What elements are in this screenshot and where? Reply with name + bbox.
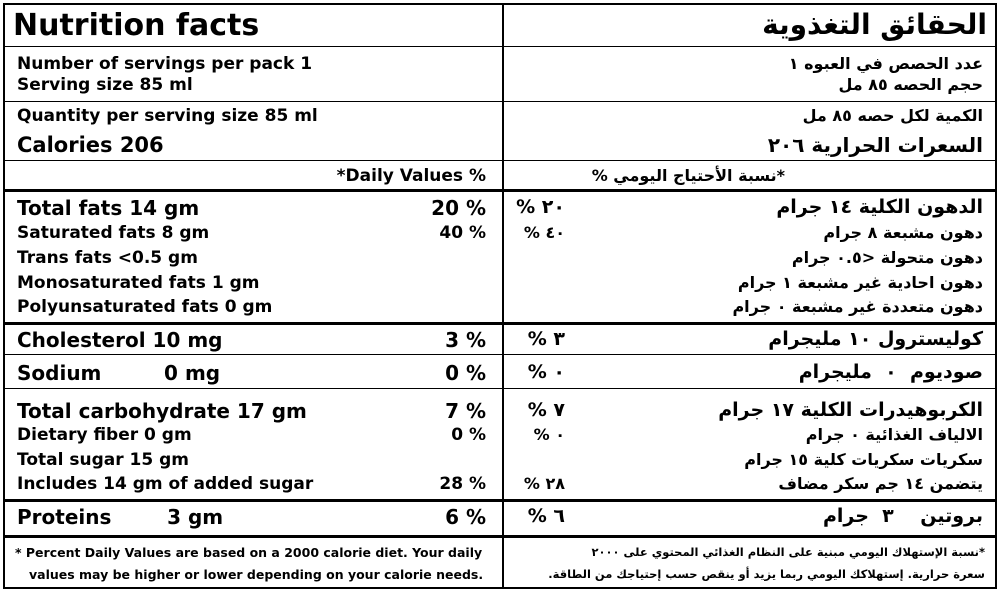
arabic-row-label: صوديوم ٠ مليجرام (798, 361, 983, 383)
english-row-pct: 0 % (451, 425, 486, 445)
arabic-row-label: دهون احادية غير مشبعة ١ جرام (737, 273, 983, 292)
arabic-row-pct: ٢٠ % (516, 196, 565, 218)
divider (5, 388, 995, 389)
english-row-pct: 40 % (439, 223, 486, 243)
divider (5, 46, 995, 47)
english-row-pct: 20 % (431, 196, 486, 220)
nutrition-label (3, 3, 997, 589)
arabic-row-pct: ٠ % (533, 425, 565, 444)
english-row-label: Includes 14 gm of added sugar (17, 474, 314, 494)
english-row-pct: 3 % (445, 328, 486, 352)
english-row-label: Dietary fiber 0 gm (17, 425, 192, 445)
arabic-serving-size: حجم الحصه ٨٥ مل (838, 75, 983, 94)
english-daily-values-header: *Daily Values % (336, 166, 486, 186)
arabic-row-pct: ٧ % (527, 399, 565, 421)
english-row-pct: 6 % (445, 505, 486, 529)
arabic-row-label: الدهون الكلية ١٤ جرام (776, 196, 983, 218)
english-row-label: Total carbohydrate 17 gm (17, 399, 307, 423)
english-row-label: Cholesterol 10 mg (17, 328, 223, 352)
english-row-pct: 7 % (445, 399, 486, 423)
divider (5, 160, 995, 161)
arabic-row-label: دهون مشبعة ٨ جرام (823, 223, 983, 242)
english-serving-size: Serving size 85 ml (17, 75, 193, 95)
arabic-row-label: دهون متحولة <٠.٥ جرام (791, 248, 983, 267)
divider (5, 499, 995, 502)
english-row-label: Proteins 3 gm (17, 505, 224, 529)
arabic-servings-per-pack: عدد الحصص في العبوه ١ (788, 54, 983, 73)
divider (5, 189, 995, 192)
arabic-row-pct: ٠ % (527, 361, 565, 383)
english-row-label: Total fats 14 gm (17, 196, 200, 220)
arabic-row-pct: ٣ % (527, 328, 565, 350)
arabic-row-label: بروتين ٣ جرام (822, 505, 983, 527)
arabic-footnote: *نسبة الإستهلاك اليومي مبنية على النظام الغذائي المحتوي على ٢٠٠٠ (591, 545, 985, 559)
divider (5, 354, 995, 355)
english-row-label: Saturated fats 8 gm (17, 223, 210, 243)
arabic-row-label: الكربوهيدرات الكلية ١٧ جرام (718, 399, 983, 421)
english-servings-per-pack: Number of servings per pack 1 (17, 54, 313, 74)
english-footnote: values may be higher or lower depending on your calorie needs. (29, 567, 484, 582)
arabic-row-label: الالياف الغذائية ٠ جرام (805, 425, 983, 444)
english-title: Nutrition facts (13, 8, 260, 43)
arabic-row-pct: ٦ % (527, 505, 565, 527)
english-quantity-per-serving: Quantity per serving size 85 ml (17, 106, 318, 126)
english-calories: Calories 206 (17, 133, 164, 157)
english-footnote: * Percent Daily Values are based on a 2000 calorie diet. Your daily (15, 545, 483, 560)
divider (5, 322, 995, 325)
arabic-footnote: سعرة حرارية. إستهلاكك اليومي ربما يزيد أو ينقص حسب إحتياجك من الطاقة. (548, 567, 985, 581)
divider (5, 535, 995, 538)
arabic-row-pct: ٤٠ % (523, 223, 565, 242)
arabic-row-label: دهون متعددة غير مشبعة ٠ جرام (732, 297, 983, 316)
arabic-row-label: سكريات سكريات كلية ١٥ جرام (744, 450, 983, 469)
arabic-row-pct: ٢٨ % (523, 474, 565, 493)
arabic-calories: السعرات الحرارية ٢٠٦ (767, 133, 983, 157)
english-row-pct: 28 % (439, 474, 486, 494)
english-row-label: Polyunsaturated fats 0 gm (17, 297, 273, 317)
english-row-pct: 0 % (445, 361, 486, 385)
arabic-row-label: كوليسترول ١٠ مليجرام (768, 328, 983, 350)
arabic-quantity-per-serving: الكمية لكل حصه ٨٥ مل (802, 106, 983, 125)
arabic-row-label: يتضمن ١٤ جم سكر مضاف (778, 474, 983, 493)
english-row-label: Total sugar 15 gm (17, 450, 189, 470)
arabic-title: الحقائق التغذوية (762, 8, 987, 41)
english-row-label: Trans fats <0.5 gm (17, 248, 198, 268)
english-row-label: Sodium 0 mg (17, 361, 221, 385)
divider (5, 101, 995, 102)
english-row-label: Monosaturated fats 1 gm (17, 273, 260, 293)
arabic-daily-values-header: *نسبة الأحتياج اليومي % (591, 166, 785, 185)
